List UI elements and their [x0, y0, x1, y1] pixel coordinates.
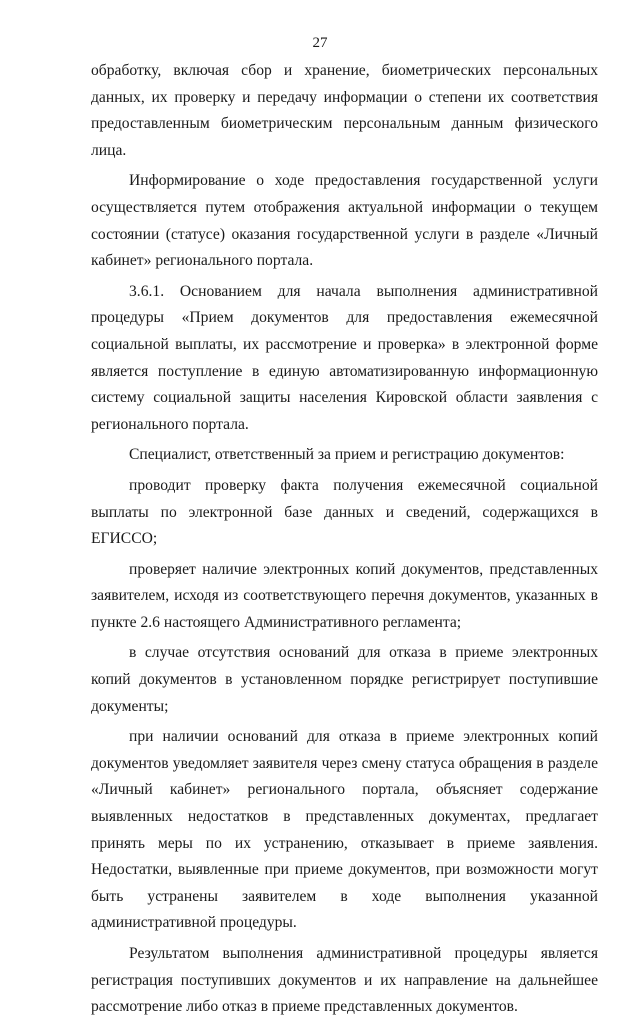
- paragraph-register-documents: в случае отсутствия оснований для отказа в приеме электронных копий документов в установленном порядке регистрирует поступившие документы;: [91, 644, 598, 715]
- paragraph-check-payment-fact: проводит проверку факта получения ежемесячной социальной выплаты по электронной базе данных и сведений, содержащихся в ЕГИССО;: [91, 476, 598, 548]
- paragraph-check-electronic-copies: проверяет наличие электронных копий документов, представленных заявителем, исходя из соответствующего перечня документов, указанных в пункте 2.6 настоящего Административного регламента;: [91, 560, 598, 631]
- paragraph-biometric-processing: обработку, включая сбор и хранение, биометрических персональных данных, их проверку и передачу информации о степени их соответствия предоставленным биометрическим персональным данным физического лица.: [91, 62, 598, 159]
- paragraph-specialist-duties: Специалист, ответственный за прием и регистрацию документов:: [129, 446, 565, 464]
- paragraph-informing-status: Информирование о ходе предоставления государственной услуги осуществляется путем отображения актуальной информации о текущем состоянии (статусе) оказания государственной услуги в разделе «Личный кабинет» регионального портала.: [91, 172, 598, 270]
- page-number: 27: [312, 35, 328, 51]
- paragraph-procedure-result: Результатом выполнения административной процедуры является регистрация поступивших документов и их направление на дальнейшее рассмотрение либо отказ в приеме представленных документов.: [91, 945, 598, 1016]
- paragraph-refusal-notification: при наличии оснований для отказа в приеме электронных копий документов уведомляет заявителя через смену статуса обращения в разделе «Личный кабинет» регионального портала, объясняет содержание выявленных недостатков в представленных документах, предлагает принять меры по их устранению, отказывает в приеме заявления. Недостатки, выявленные при приеме документов, при возможности могут быть устранены заявителем в ходе выполнения указанной административной процедуры.: [91, 728, 598, 932]
- paragraph-3-6-1-basis: 3.6.1. Основанием для начала выполнения административной процедуры «Прием документов для предоставления ежемесячной социальной выплаты, их рассмотрение и проверка» в электронной форме является поступление в единую автоматизированную информационную систему социальной защиты населения Кировской области заявления с регионального портала.: [91, 282, 598, 433]
- document-body: [91, 58, 598, 1021]
